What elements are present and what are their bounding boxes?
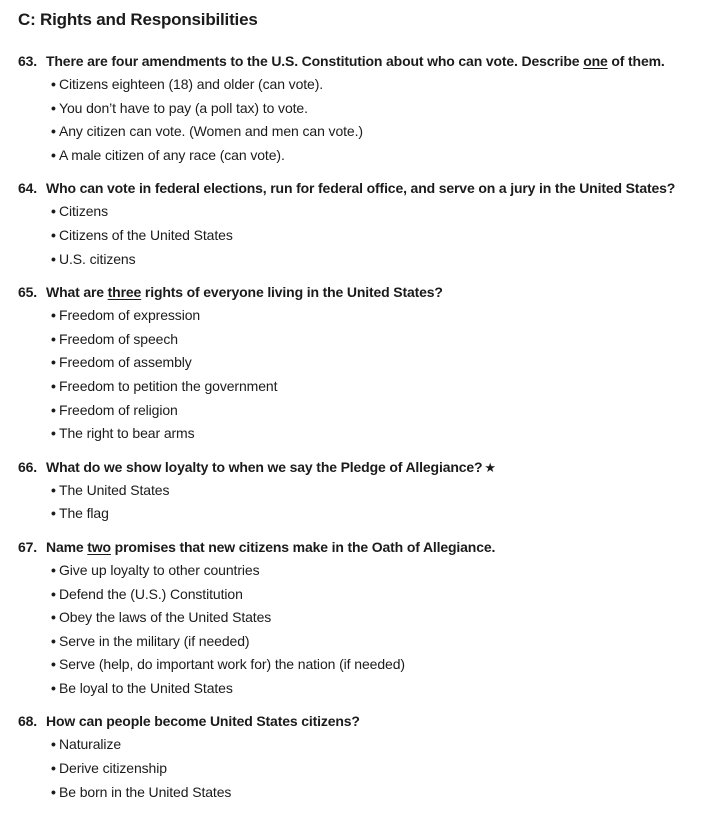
question-text: 64. Who can vote in federal elections, run for federal office, and serve on a jury in the United States? [18,180,676,197]
answer-list [18,732,698,803]
question-66 [18,457,698,525]
emphasis-word: two [87,538,111,555]
bullet-icon: • [51,99,56,116]
answer-item: • You don’t have to pay (a poll tax) to vote. [51,99,308,116]
question-number: 64. [18,180,38,197]
answer-item: • Obey the laws of the United States [51,609,272,626]
answer-item: • Naturalize [51,736,122,753]
answer-item: • Defend the (U.S.) Constitution [51,585,243,602]
bullet-icon: • [51,481,56,498]
answer-item: • Freedom of speech [51,330,178,347]
answer-item: • U.S. citizens [51,250,136,267]
bullet-icon: • [51,736,56,753]
bullet-icon: • [51,226,56,243]
question-67 [18,537,698,700]
bullet-icon: • [51,632,56,649]
question-65 [18,282,698,445]
question-text: 65. What are three rights of everyone living in the United States? [18,284,443,301]
bullet-icon: • [51,76,56,92]
answer-item: • Be loyal to the United States [51,679,233,696]
section-title: C: Rights and Responsibilities [18,10,258,29]
question-text: 66. What do we show loyalty to when we say the Pledge of Allegiance? ★ [18,458,496,475]
answer-item: • Serve in the military (if needed) [51,632,250,649]
bullet-icon: • [51,146,56,163]
answer-item: • Freedom of expression [51,307,201,324]
bullet-icon: • [51,760,56,777]
bullet-icon: • [51,354,56,371]
answer-item: • Be born in the United States [51,783,232,800]
bullet-icon: • [51,307,56,324]
star-icon: ★ [484,459,496,475]
answer-item: • The right to bear arms [51,425,195,442]
answer-list [18,199,698,270]
bullet-icon: • [51,656,56,673]
question-number: 67. [18,538,38,555]
bullet-icon: • [51,330,56,347]
answer-list [18,558,698,700]
bullet-icon: • [51,783,56,800]
bullet-icon: • [51,505,56,522]
answer-item: • The flag [51,505,109,522]
question-text: 68. How can people become United States citizens? [18,713,360,730]
civics-page [18,8,698,815]
emphasis-word: three [107,284,142,301]
question-number: 68. [18,713,38,730]
answer-item: • Citizens [51,203,108,220]
emphasis-word: one [583,53,608,69]
question-68 [18,711,698,803]
answer-item: • Derive citizenship [51,760,167,777]
question-text: 67. Name two promises that new citizens make in the Oath of Allegiance. [18,538,496,555]
answer-item: • Citizens of the United States [51,226,233,243]
answer-item: • Citizens eighteen (18) and older (can vote). [51,76,324,92]
bullet-icon: • [51,377,56,394]
bullet-icon: • [51,425,56,442]
answer-item: • Freedom to petition the government [51,377,278,394]
bullet-icon: • [51,123,56,140]
answer-item: • Any citizen can vote. (Women and men can vote.) [51,123,363,140]
answer-item: • Serve (help, do important work for) the nation (if needed) [51,656,405,673]
answer-list [18,303,698,445]
answer-item: • Freedom of religion [51,401,178,418]
question-number: 65. [18,284,38,301]
question-number: 66. [18,458,38,475]
bullet-icon: • [51,203,56,220]
answer-item: • A male citizen of any race (can vote). [51,146,285,163]
answer-item: • Freedom of assembly [51,354,192,371]
bullet-icon: • [51,561,56,578]
answer-item: • Give up loyalty to other countries [51,561,260,578]
question-63 [18,51,698,166]
answer-list [18,478,698,525]
question-text: 63. There are four amendments to the U.S. Constitution about who can vote. Describe one of them. [18,53,665,69]
answer-item: • The United States [51,481,170,498]
bullet-icon: • [51,401,56,418]
answer-list [18,72,698,166]
bullet-icon: • [51,609,56,626]
bullet-icon: • [51,585,56,602]
question-64 [18,178,698,270]
question-number: 63. [18,53,38,69]
bullet-icon: • [51,679,56,696]
bullet-icon: • [51,250,56,267]
